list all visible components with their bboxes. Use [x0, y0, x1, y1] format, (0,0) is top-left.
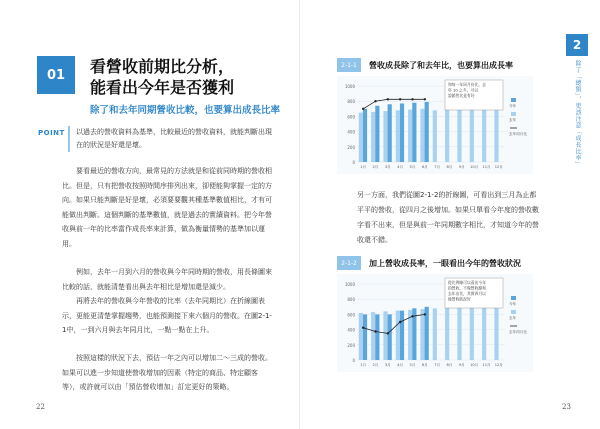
chart1-header: [337, 58, 513, 72]
legend-swatch: [511, 310, 516, 314]
x-tick-label: 12月: [494, 363, 503, 367]
callout-text: 年 10 之多，可以: [448, 87, 479, 93]
bar-last-year: [408, 110, 412, 162]
bar-last-year: [457, 307, 461, 360]
chart1-title: 營收成長除了和去年比，也要算出成長率: [369, 60, 513, 70]
bar-last-year: [445, 308, 449, 360]
y-tick-label: 400: [347, 129, 355, 135]
bar-last-year: [433, 308, 437, 360]
x-tick-label: 5月: [409, 165, 416, 169]
legend-label: 去年同月比: [509, 330, 527, 334]
legend-label: 去年: [509, 118, 517, 122]
bar-last-year: [359, 113, 363, 162]
y-tick-label: 600: [347, 312, 355, 318]
bar-this-year: [363, 314, 367, 360]
bar-last-year: [470, 108, 474, 162]
y-tick-label: 200: [347, 342, 355, 348]
ratio-point: [387, 332, 389, 334]
section-subtitle: 除了和去年同期營收比較，也要算出成長比率: [90, 105, 281, 116]
bar-this-year: [375, 106, 379, 162]
title-line-2: 能看出今年是否獲利: [90, 78, 235, 97]
x-tick-label: 8月: [446, 363, 453, 367]
callout-text: 的營收，不像營收額和: [448, 285, 486, 291]
right-paragraph: 另一方面，我們從圖2-1-2的折線圖，可看出到三月為止都平平的營收，從四月之後增加。如果只單看今年度的營收數字看不出來，但是與前一年同期數字相比，才知道今年的營收還不錯。: [357, 191, 539, 244]
ratio-point: [374, 330, 376, 332]
x-tick-label: 9月: [458, 363, 465, 367]
ratio-point: [362, 108, 364, 110]
legend-label: 去年同月比: [509, 132, 527, 136]
bar-last-year: [359, 313, 363, 360]
bar-this-year: [400, 311, 404, 360]
x-tick-label: 11月: [482, 363, 491, 367]
bar-last-year: [383, 311, 387, 360]
bar-last-year: [420, 109, 424, 162]
bar-this-year: [363, 109, 367, 162]
chart2-tag: 2-1-2: [337, 256, 361, 270]
section-number-badge: 01: [37, 56, 75, 94]
chart1: [337, 76, 533, 174]
x-tick-label: 6月: [421, 363, 428, 367]
ratio-point: [374, 100, 376, 102]
chart2-title: 加上營收成長率，一眼看出今年的營收狀況: [369, 258, 521, 268]
x-tick-label: 9月: [458, 165, 465, 169]
bar-last-year: [494, 305, 498, 360]
bar-this-year: [388, 314, 392, 360]
paragraph: 要看最近的營收方向，最常見的方法就是和從前同時期的營收相比。但是，只有把營收按照時間序排列出來，卻便能夠掌握一定的方向。如果只能判斷是好是壞，必須要要觀其種基準數值相比，才有可能做出判斷。這個判斷的基準數值，就是過去的實績資料。把今年營收與前一年的比率當作成長率來計算，做為衡量情勢的基準加以運用。: [62, 167, 272, 248]
bar-last-year: [457, 109, 461, 162]
ratio-point: [399, 321, 401, 323]
x-tick-label: 1月: [360, 363, 367, 367]
y-tick-label: 800: [347, 99, 355, 105]
y-tick-label: 200: [347, 144, 355, 150]
y-tick-label: 0: [352, 160, 355, 165]
y-tick-label: 0: [352, 358, 355, 363]
bar-this-year: [412, 103, 416, 162]
bar-last-year: [494, 107, 498, 162]
title-line-1: 看營收前期比分析，: [90, 57, 235, 76]
legend-swatch: [511, 296, 516, 300]
chapter-tab: [564, 0, 600, 429]
ratio-point: [411, 315, 413, 317]
paragraph: 例如，去年一月到六月的營收與今年同時期的營收，用長條圖來比較的話，就能清楚看出與去年相比是增加還是減少。: [62, 268, 272, 291]
callout-text: 說銷售比是有好: [448, 93, 475, 98]
chapter-number: 2: [566, 34, 588, 56]
ratio-point: [362, 327, 364, 329]
x-tick-label: 3月: [384, 363, 391, 367]
bar-this-year: [388, 104, 392, 162]
point-divider: [68, 126, 70, 152]
x-tick-label: 7月: [434, 165, 441, 169]
bar-last-year: [482, 305, 486, 360]
x-tick-label: 10月: [470, 165, 479, 169]
point-text: 以過去的營收資料為基準，比較最近的營收資料，就能判斷出現在的狀況是好還是壞。: [76, 128, 272, 149]
chart2: [337, 274, 533, 372]
y-tick-label: 1000: [344, 282, 355, 287]
ratio-point: [424, 98, 426, 100]
chart1-panel: [337, 76, 533, 174]
x-tick-label: 4月: [397, 363, 404, 367]
bar-last-year: [420, 309, 424, 360]
bar-last-year: [371, 312, 375, 360]
ratio-point: [411, 98, 413, 100]
bar-last-year: [445, 110, 449, 162]
x-tick-label: 7月: [434, 363, 441, 367]
x-tick-label: 6月: [421, 165, 428, 169]
section-title: [90, 56, 234, 98]
bar-last-year: [482, 107, 486, 162]
paragraph: 再將去年的營收與今年營收的比率（去年同期比）在折線圖表示，更能更清楚掌握趨勢，也能預測接下來六個月的營收。在圖2-1-1中，一到六月與去年同月比，一點一點在上升。: [62, 297, 272, 334]
chart2-panel: [337, 274, 533, 372]
legend-swatch: [511, 98, 516, 102]
x-tick-label: 3月: [384, 165, 391, 169]
x-tick-label: 11月: [482, 165, 491, 169]
y-tick-label: 600: [347, 114, 355, 120]
y-tick-label: 400: [347, 327, 355, 333]
legend-swatch: [511, 112, 516, 116]
legend-label: 今年: [509, 104, 517, 108]
chart1-tag: 2-1-1: [337, 58, 361, 72]
point-label: POINT: [38, 129, 65, 137]
ratio-point: [387, 98, 389, 100]
x-tick-label: 10月: [470, 363, 479, 367]
x-tick-label: 4月: [397, 165, 404, 169]
bar-last-year: [470, 306, 474, 360]
bar-last-year: [433, 110, 437, 162]
x-tick-label: 2月: [372, 165, 379, 169]
callout-text: 去年出比，其實四月以: [448, 291, 486, 296]
bar-last-year: [371, 112, 375, 162]
bar-this-year: [375, 314, 379, 360]
bar-last-year: [396, 311, 400, 360]
page-number: 23: [562, 403, 571, 411]
bar-last-year: [396, 110, 400, 162]
legend-label: 去年: [509, 316, 517, 320]
y-tick-label: 800: [347, 297, 355, 303]
chapter-text: 除了「總額」，更該注意「成長比率」: [574, 60, 581, 168]
ratio-point: [424, 313, 426, 315]
callout-text: 後營收狀況好: [448, 296, 471, 302]
chart2-header: [337, 256, 521, 270]
bar-this-year: [400, 103, 404, 162]
bar-last-year: [383, 111, 387, 162]
page-number: 22: [36, 403, 45, 411]
callout-text: 和每一年同月份比，去: [448, 82, 486, 87]
x-tick-label: 5月: [409, 363, 416, 367]
x-tick-label: 12月: [494, 165, 503, 169]
x-tick-label: 8月: [446, 165, 453, 169]
y-tick-label: 1000: [344, 84, 355, 89]
x-tick-label: 1月: [360, 165, 367, 169]
x-tick-label: 2月: [372, 363, 379, 367]
bar-this-year: [425, 102, 429, 162]
legend-label: 今年: [509, 302, 517, 306]
paragraph: 按照這樣的狀況下去，預估一年之內可以增加二～三成的營收。如果可以進一步知道使營收增加的因素（特定的商品、特定顧客等），或許就可以由「預估營收增加」訂定更好的策略。: [62, 354, 272, 391]
ratio-point: [399, 98, 401, 100]
callout-text: 從比例線可以看出今年: [448, 280, 486, 285]
